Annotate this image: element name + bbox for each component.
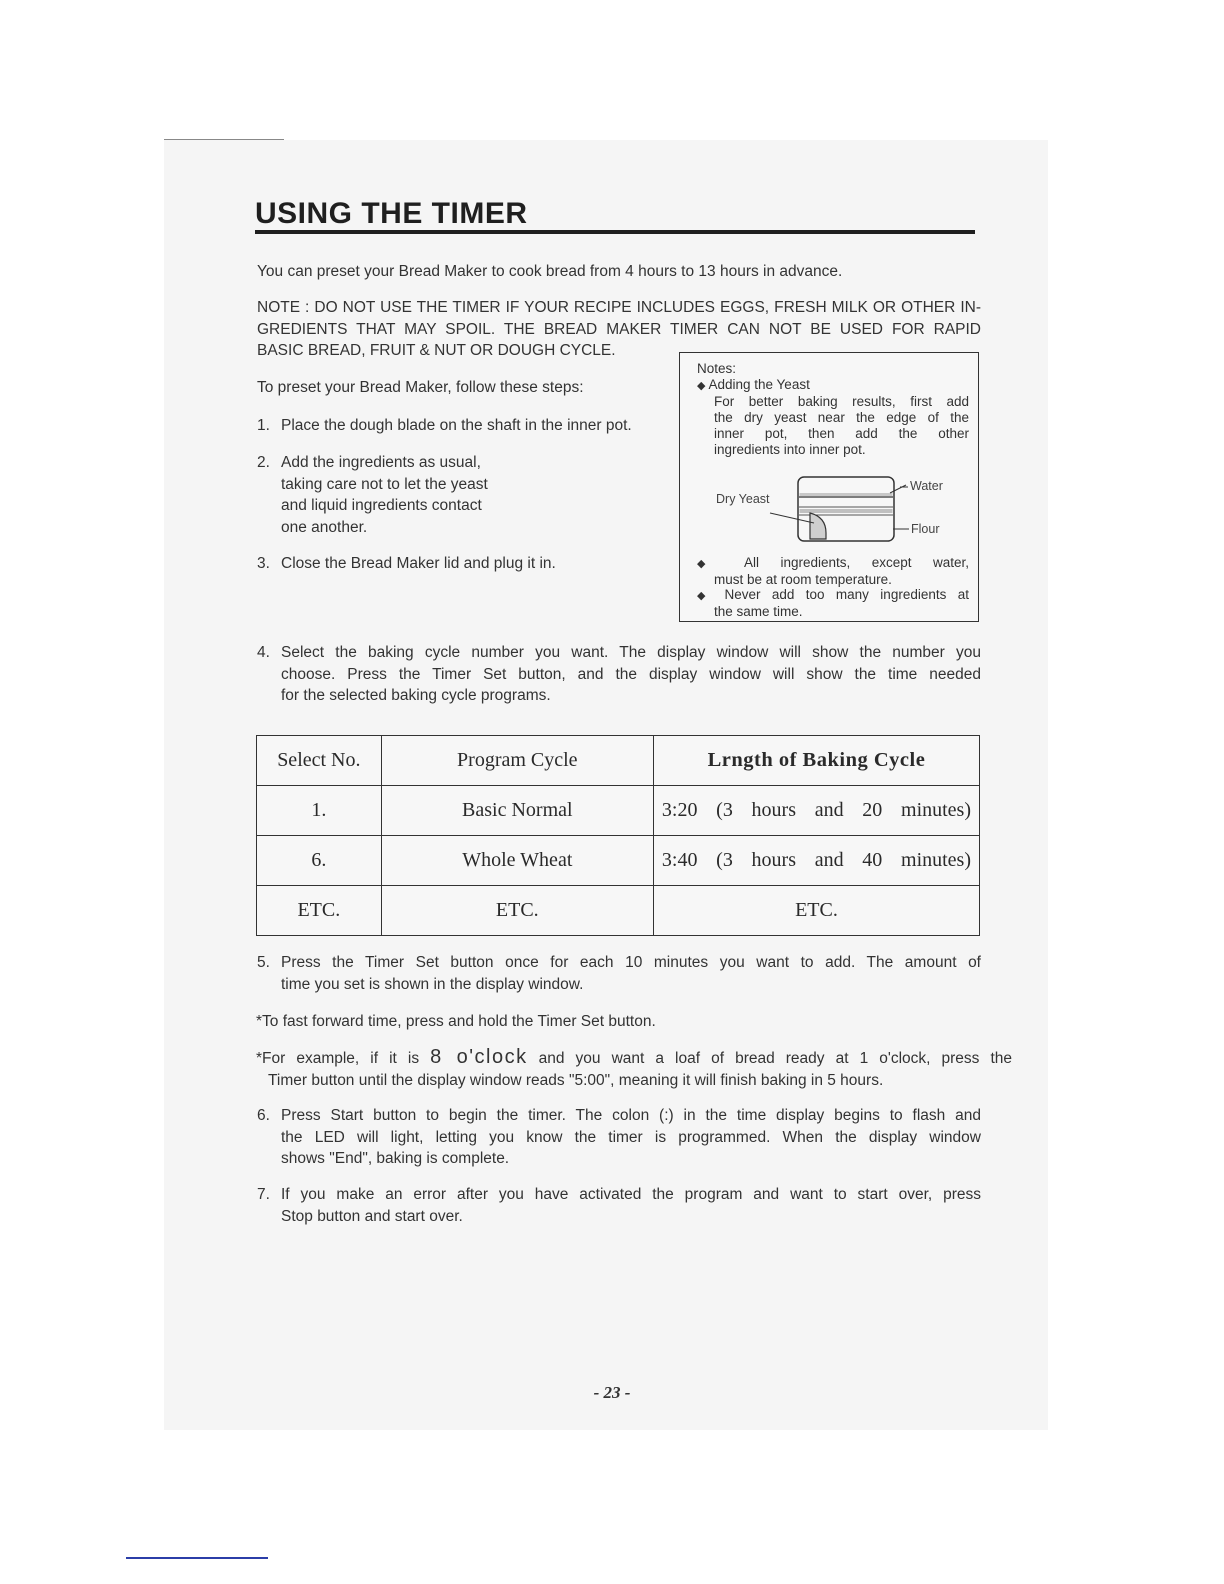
step-line: time you set is shown in the display window. [281,975,584,993]
step-line: one another. [281,518,368,536]
preset-intro: To preset your Bread Maker, follow these steps: [257,379,584,396]
note-bullet-title: Adding the Yeast [708,377,810,392]
note-line: inner pot, then add the other [714,426,969,441]
note-text: Never add too many ingredients at [724,587,969,602]
step-line: shows "End", baking is complete. [281,1150,510,1167]
step-line: Add the ingredients as usual, [281,454,481,471]
dry-yeast-label: Dry Yeast [716,492,770,506]
step-text: Close the Bread Maker lid and plug it in. [281,555,556,572]
cell-select-no: 6. [257,836,382,886]
page-number: - 23 - [593,1383,631,1402]
step-text [281,642,981,707]
step-line: taking care not to let the yeast [281,475,488,493]
step-number: 6. [257,1107,270,1124]
cell-program-cycle: Whole Wheat [381,836,653,886]
flour-label: Flour [911,522,940,536]
step-line: the LED will light, letting you know the timer is programmed. When the display window [281,1128,981,1146]
notes-box [679,352,979,622]
note-text: All ingredients, except water, [743,555,969,570]
note-line-2: GREDIENTS THAT MAY SPOIL. THE BREAD MAKER TIMER CAN NOT BE USED FOR RAPID [257,320,981,338]
step-number: 1. [257,417,270,434]
page-edge-line [164,139,284,140]
note-too-many-ingredients [697,587,969,620]
step-2 [257,452,557,542]
cell-select-no: 1. [257,786,382,836]
note-bullet-body [697,394,969,458]
step-line: Stop button and start over. [281,1207,463,1225]
step-line: Press the Timer Set button once for each 10 minutes you want to add. The amount of [281,954,981,971]
dry-yeast-pile [810,513,826,539]
cell-cycle-length: 3:20 (3 hours and 20 minutes) [653,786,979,836]
step-text [281,1105,981,1170]
step-text [281,452,488,538]
table-row [257,786,980,836]
header-select-no: Select No. [257,736,382,786]
table-row [257,836,980,886]
step-line: for the selected baking cycle programs. [281,687,551,704]
tip-text: *For example, if it is [256,1050,431,1067]
intro-paragraph: You can preset your Bread Maker to cook bread from 4 hours to 13 hours in advance. [257,263,843,280]
step-text [281,1184,981,1227]
cell-cycle-length: 3:40 (3 hours and 40 minutes) [653,836,979,886]
diamond-bullet-icon: ◆ [697,380,706,392]
step-line: If you make an error after you have activated the program and want to start over, press [281,1186,981,1203]
note-line: For better baking results, first add [714,394,969,409]
header-cycle-length: Lrngth of Baking Cycle [653,736,979,786]
cell-select-no: ETC. [257,886,382,936]
step-line: choose. Press the Timer Set button, and the display window will show the time needed [281,665,981,683]
table-header-row [257,736,980,786]
step-number: 2. [257,454,270,471]
yeast-placement-diagram [710,463,950,553]
water-layer [800,493,893,496]
cell-program-cycle: ETC. [381,886,653,936]
baking-cycle-table [256,735,980,936]
step-text [281,952,981,995]
note-line-3: BASIC BREAD, FRUIT & NUT OR DOUGH CYCLE. [257,342,616,359]
cell-cycle-length: ETC. [653,886,979,936]
note-line: ingredients into inner pot. [714,442,866,457]
step-number: 7. [257,1186,270,1203]
step-line: Select the baking cycle number you want. The display window will show the number you [281,644,981,661]
title-underline [255,230,975,234]
step-number: 4. [257,644,270,661]
step-line: Press Start button to begin the timer. The colon (:) in the time display begins to flash and [281,1107,981,1124]
cell-program-cycle: Basic Normal [381,786,653,836]
step-text: Place the dough blade on the shaft in the inner pot. [281,417,632,434]
note-line: the dry yeast near the edge of the [714,410,969,425]
tip-example [256,1047,1012,1091]
note-line [697,587,969,604]
step-number: 3. [257,555,270,572]
note-adding-yeast [697,377,969,458]
water-pointer [890,485,906,493]
step-line: and liquid ingredients contact [281,497,482,514]
flour-band [800,509,893,513]
tip-fast-forward: *To fast forward time, press and hold the Timer Set button. [256,1013,656,1030]
table-row [257,886,980,936]
note-line: must be at room temperature. [714,572,892,587]
note-line [697,555,969,572]
tip-text: and you want a loaf of bread ready at 1 o'clock, press the [527,1050,1013,1067]
notes-heading: Notes: [697,361,737,376]
note-line-1: NOTE : DO NOT USE THE TIMER IF YOUR RECIPE INCLUDES EGGS, FRESH MILK OR OTHER IN- [257,299,981,316]
tip-line [256,1047,1012,1070]
footer-rule [126,1557,268,1559]
step-number: 5. [257,954,270,971]
diamond-bullet-icon: ◆ [697,558,724,570]
header-program-cycle: Program Cycle [381,736,653,786]
tip-example-time: 8 o'clock [430,1046,528,1068]
water-label: Water [910,479,943,493]
note-line: the same time. [714,604,803,619]
diamond-bullet-icon: ◆ [697,590,714,602]
tip-line: Timer button until the display window reads "5:00", meaning it will finish baking in 5 hours. [268,1071,884,1089]
page-title: USING THE TIMER [255,197,528,230]
note-room-temperature [697,555,969,588]
